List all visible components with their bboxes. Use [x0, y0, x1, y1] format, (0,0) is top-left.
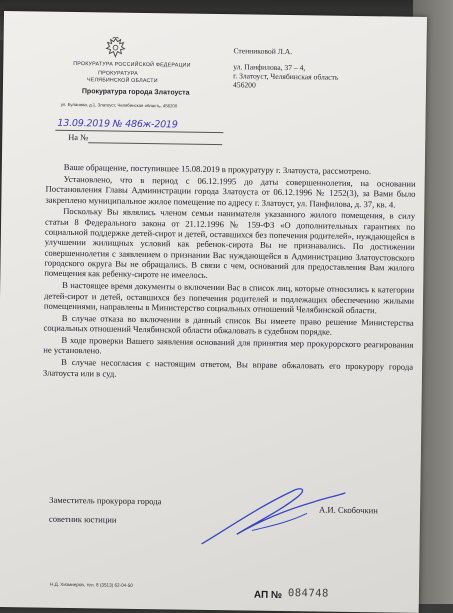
org-name: Прокуратура города Златоуста	[81, 88, 190, 97]
recipient-street: ул. Панфилова, 37 – 4,	[233, 62, 306, 73]
signer-name: А.И. Скобочкин	[319, 504, 378, 516]
form-series-label: АП №	[253, 589, 283, 601]
org-address: ул. Буланова, д.1, Златоуст, Челябинская область, 456200	[60, 101, 178, 109]
org-line-3: ЧЕЛЯБИНСКОЙ ОБЛАСТИ	[87, 77, 158, 85]
letter-page	[0, 11, 427, 613]
letter-body	[43, 162, 416, 385]
paragraph: В ходе проверки Вашего заявления оснований для принятия мер прокурорского реагирования не установлено.	[43, 334, 414, 356]
coat-of-arms-icon	[105, 36, 125, 58]
recipient-name: Стенниковой Л.А.	[233, 46, 293, 57]
paragraph: В случае отказа во включении в данный список Вы имеете право решение Министерства социальных отношений Челябинской области обжаловать в судебном порядке.	[43, 312, 414, 337]
paragraph: Поскольку Вы являлись членом семьи нанимателя указанного жилого помещения, в силу статьи 8 Федерального закона от 21.12.1996 № 159-ФЗ «О дополнительных гарантиях по социальной поддержке детей-сирот и детей, оставшихся без попечения родителей», нуждающейся в улучшении жилищных условий как ребенок-сирота Вы не признавались. По достижении совершеннолетия с заявлением о признании Вас нуждающейся в Администрацию Златоустовского городского округа Вы не обращались. В связи с чем, оснований для предоставления Вам жилого помещения как ребенку-сироте не имеелось.	[44, 206, 416, 281]
recipient-city: г. Златоуст, Челябинская область	[233, 71, 339, 82]
paragraph: В настоящее время документы о включении Вас в список лиц, которые относились к категории детей-сирот и детей, оставшихся без попечения родителей и подлежащих обеспечению жилыми помещениями, направлены в Министерство социальных отношений Челябинской области.	[43, 280, 415, 316]
org-line-1: ПРОКУРАТУРА РОССИЙСКОЙ ФЕДЕРАЦИИ	[73, 61, 191, 69]
recipient-zip: 456200	[232, 80, 256, 90]
form-series-number: 084748	[287, 587, 329, 600]
registration-date-number: 13.09.2019 № 486ж-2019	[57, 117, 178, 131]
paragraph: Установлено, что в период с 06.12.1995 до даты совершеннолетия, на основании Постановления Главы Администрации города Златоуста от 06.12.1996 № 1252(3), за Вами было закреплено муниципальное жилое помещение по адресу г. Златоуст, ул. Панфилова, д. 37, кв. 4.	[45, 173, 416, 210]
reference-underline	[88, 142, 222, 145]
reference-label: На №	[68, 132, 89, 143]
executor-note: Н.Д. Хизмиеров, тел. 8 (3513) 62-04-50	[49, 581, 133, 588]
signer-title-1: Заместитель прокурора города	[49, 494, 162, 507]
org-line-2: ПРОКУРАТУРА	[98, 70, 138, 77]
paragraph: Ваше обращение, поступившее 15.08.2019 в прокуратуру г. Златоуста, рассмотрено.	[63, 161, 372, 177]
paragraph: В случае несогласия с настоящим ответом, Вы вправе обжаловать его прокурору города Златоуста или в суд.	[42, 357, 414, 379]
handwritten-signature	[196, 482, 347, 554]
signer-title-2: советник юстиции	[48, 513, 117, 525]
